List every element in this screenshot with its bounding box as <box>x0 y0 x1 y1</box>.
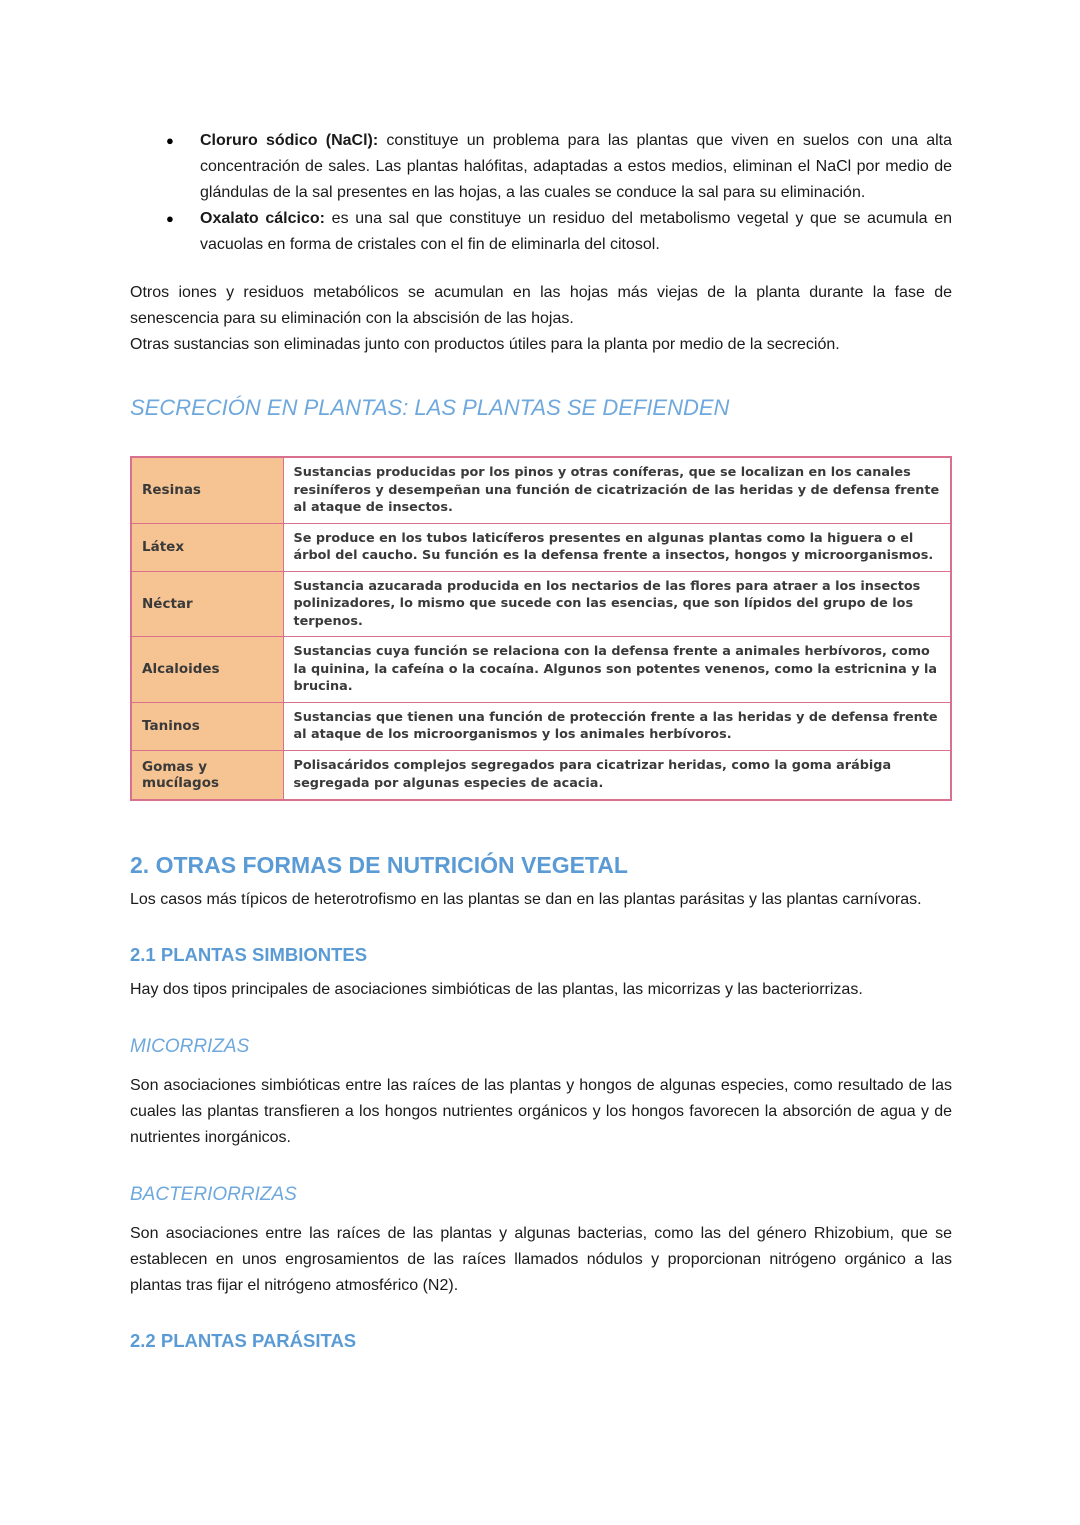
bullet-term: Oxalato cálcico: <box>200 210 325 227</box>
table-row <box>131 571 951 637</box>
table-term: Néctar <box>131 571 283 637</box>
paragraph: Otras sustancias son eliminadas junto con productos útiles para la planta por medio de la secreción. <box>130 336 840 353</box>
bullet-text: constituye un problema para las plantas que viven en suelos con una alta concentración de sales. Las plantas halófitas, adaptadas a estos medios, eliminan el NaCl por medio de glándulas de la sal presentes en las hojas, a las cuales se conduce la sal para su eliminación. <box>200 132 953 201</box>
paragraph: Son asociaciones simbióticas entre las raíces de las plantas y hongos de algunas especies, como resultado de las cuales las plantas transfieren a los hongos nutrientes orgánicos y los hongos favorecen la absorción de agua y de nutrientes inorgánicos. <box>130 1076 952 1146</box>
table-definition: Sustancias que tienen una función de protección frente a las heridas y de defensa frente al ataque de los microorganismos y los animales herbívoros. <box>283 702 951 750</box>
table-term: Gomas y mucílagos <box>131 750 283 800</box>
table-definition: Polisacáridos complejos segregados para cicatrizar heridas, como la goma arábiga segregada por algunas especies de acacia. <box>283 750 951 800</box>
list-item <box>130 128 952 206</box>
list-item <box>130 206 952 258</box>
paragraph: Los casos más típicos de heterotrofismo en las plantas se dan en las plantas parásitas y las plantas carnívoras. <box>130 890 922 908</box>
spacer <box>130 801 952 851</box>
heading-micorrizas: MICORRIZAS <box>130 1035 250 1057</box>
paragraph: Son asociaciones entre las raíces de las plantas y algunas bacterias, como las del género Rhizobium, que se establecen en unos engrosamientos de las raíces llamados nódulos y proporcionan nitrógeno orgánico a las plantas tras fijar el nitrógeno atmosférico (N2). <box>130 1224 952 1294</box>
definition-bold-text: esencias, <box>610 596 679 611</box>
heading-section-2-2: 2.2 PLANTAS PARÁSITAS <box>130 1329 357 1351</box>
bullet-term: Cloruro sódico (NaCl): <box>200 132 379 149</box>
table-row <box>131 637 951 703</box>
table-definition <box>283 571 951 637</box>
definition-text: Sustancia azucarada producida en los nectarios de las flores para atraer a los insectos polinizadores, lo mismo que sucede con las <box>293 578 921 611</box>
table-term: Alcaloides <box>131 637 283 703</box>
bullet-list <box>130 128 952 258</box>
heading-section-2-1: 2.1 PLANTAS SIMBIONTES <box>130 943 368 965</box>
table-definition: Sustancias producidas por los pinos y otras coníferas, que se localizan en los canales resiníferos y desempeñan una función de cicatrización de las heridas y de defensa frente al ataque de insectos. <box>283 457 951 523</box>
paragraph-group <box>130 280 952 358</box>
table-row <box>131 523 951 571</box>
table-row <box>131 457 951 523</box>
heading-secrecion: SECRECIÓN EN PLANTAS: LAS PLANTAS SE DEFIENDEN <box>130 395 730 420</box>
paragraph: Hay dos tipos principales de asociaciones simbióticas de las plantas, las micorrizas y las bacteriorrizas. <box>130 980 863 998</box>
table-definition: Se produce en los tubos laticíferos presentes en algunas plantas como la higuera o el árbol del caucho. Su función es la defensa frente a insectos, hongos y microorganismos. <box>283 523 951 571</box>
spacer <box>130 1151 952 1181</box>
table-term: Resinas <box>131 457 283 523</box>
heading-bacteriorrizas: BACTERIORRIZAS <box>130 1183 297 1205</box>
bullet-text: es una sal que constituye un residuo del metabolismo vegetal y que se acumula en vacuolas en forma de cristales con el fin de eliminarla del citosol. <box>200 210 953 253</box>
table-row <box>131 750 951 800</box>
table-term: Látex <box>131 523 283 571</box>
spacer <box>130 1299 952 1329</box>
table-term: Taninos <box>131 702 283 750</box>
paragraph: Otros iones y residuos metabólicos se acumulan en las hojas más viejas de la planta durante la fase de senescencia para su eliminación con la abscisión de las hojas. <box>130 284 952 327</box>
bullet-icon: ● <box>166 211 174 226</box>
secretion-table <box>130 456 952 801</box>
bullet-icon: ● <box>166 133 174 148</box>
table-row <box>131 702 951 750</box>
spacer <box>130 1003 952 1033</box>
heading-section-2: 2. OTRAS FORMAS DE NUTRICIÓN VEGETAL <box>130 851 628 878</box>
definition-text: que son lípidos del grupo de los terpenos. <box>293 596 914 629</box>
spacer <box>130 913 952 943</box>
table-definition: Sustancias cuya función se relaciona con la defensa frente a animales herbívoros, como la quinina, la cafeína o la cocaína. Algunos son potentes venenos, como la estricnina y la brucina. <box>283 637 951 703</box>
